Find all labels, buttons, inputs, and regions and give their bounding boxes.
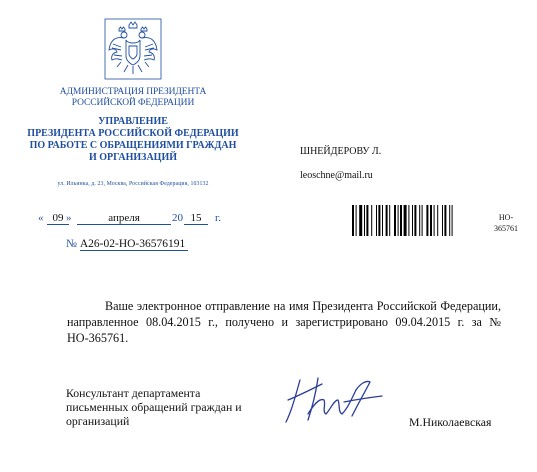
date-close-quote: » [66,212,72,224]
address: ул. Ильинка, д. 23, Москва, Российская Федерация, 103132 [57,181,209,187]
body-paragraph: Ваше электронное отправление на имя Президента Российской Федерации, направленное 08.04.2015 г., получено и зарегистрировано 09.04.2015 г. за № НО-365761. [67,299,501,345]
barcode-bar [430,205,432,236]
barcode-bar [404,205,407,236]
date-month: апреля [77,212,171,225]
signer-position-line2: письменных обращений граждан и [66,400,242,414]
barcode-bar [419,205,420,236]
department-title [20,116,246,164]
recipient-name: ШНЕЙДЕРОВУ Л. [300,146,382,157]
department-title-line4: И ОРГАНИЗАЦИЙ [88,152,178,163]
signer-position [66,386,286,428]
date-year-prefix: 20 [172,212,183,224]
barcode-bar [389,205,390,236]
handwritten-signature [282,370,392,430]
barcode [352,205,489,236]
barcode-label [494,212,518,234]
recipient-email: leoschne@mail.ru [300,170,373,181]
admin-title [40,87,226,109]
barcode-bar [412,205,413,236]
number-value: А26-02-НО-36576191 [80,238,188,251]
date-year-suffix: 15 [184,212,208,225]
barcode-bar [434,205,435,236]
barcode-bar [352,205,354,236]
barcode-label-line1: НО- [498,213,514,222]
barcode-bar [442,205,443,236]
barcode-bar [356,205,357,236]
barcode-bar [400,205,402,236]
barcode-bar [452,205,453,236]
barcode-bar [398,205,399,236]
barcode-bar [364,205,365,236]
barcode-bar [359,205,362,236]
signer-position-line3: организаций [66,414,130,428]
admin-title-line2: РОССИЙСКОЙ ФЕДЕРАЦИИ [71,98,195,108]
reference-number [66,238,188,251]
barcode-bar [444,205,446,236]
signer-name: М.Николаевская [409,415,492,429]
barcode-bar [449,205,450,236]
date-open-quote: « [38,212,44,224]
signer-position-line1: Консультант департамента [66,386,201,400]
number-sign: № [66,238,77,250]
department-title-line3: ПО РАБОТЕ С ОБРАЩЕНИЯМИ ГРАЖДАН [29,140,237,151]
coat-of-arms-emblem [104,18,162,80]
barcode-bar [408,205,409,236]
barcode-bar [382,205,383,236]
barcode-bar [422,205,423,236]
barcode-bar [378,205,380,236]
barcode-bar [386,205,388,236]
date-day: 09 [47,212,69,225]
barcode-bar [371,205,372,236]
barcode-bar [437,205,438,236]
barcode-label-line2: 365761 [494,224,518,233]
date-year-abbr: г. [215,212,222,224]
admin-title-line1: АДМИНИСТРАЦИЯ ПРЕЗИДЕНТА [59,87,207,97]
barcode-bar [426,205,428,236]
department-title-line2: ПРЕЗИДЕНТА РОССИЙСКОЙ ФЕДЕРАЦИИ [27,128,239,139]
barcode-bar [376,205,377,236]
barcode-bar [366,205,368,236]
barcode-bar [394,205,396,236]
barcode-bar [414,205,416,236]
department-title-line1: УПРАВЛЕНИЕ [98,116,168,127]
